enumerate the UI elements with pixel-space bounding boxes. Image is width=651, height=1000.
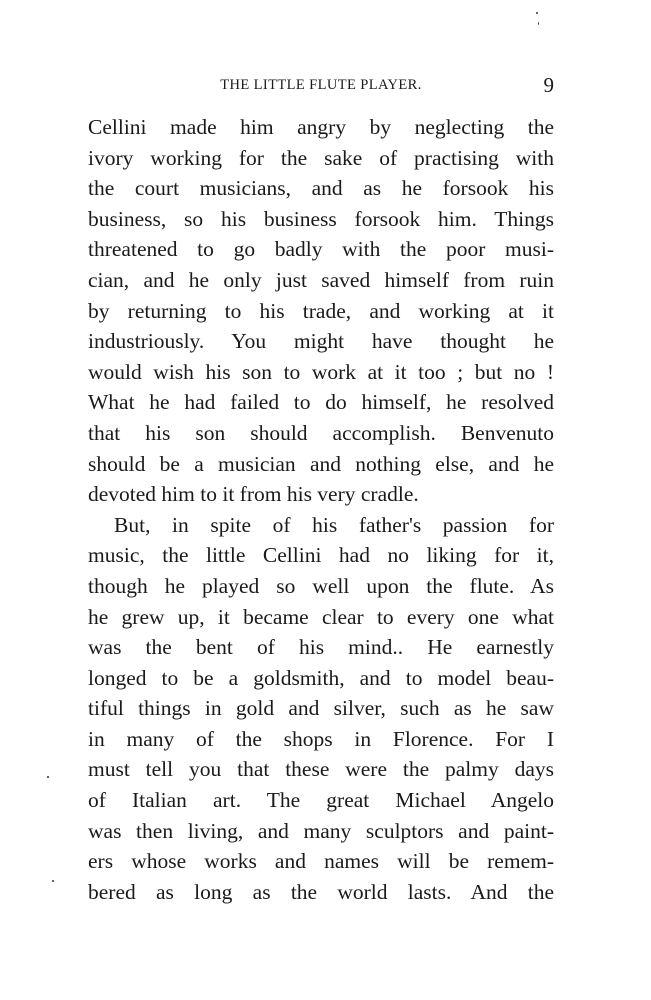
- text-line: was then living, and many sculptors and paint-: [88, 818, 554, 843]
- text-line: music, the little Cellini had no liking for it,: [88, 543, 554, 568]
- text-line: ivory working for the sake of practising with: [88, 145, 554, 170]
- ink-speck: [47, 776, 49, 778]
- text-line: would wish his son to work at it too ; but no !: [88, 359, 554, 384]
- text-line: that his son should accomplish. Benvenuto: [88, 420, 554, 445]
- ink-speck: [538, 22, 539, 25]
- text-line: longed to be a goldsmith, and to model beau-: [88, 665, 554, 690]
- text-line: was the bent of his mind.. He earnestly: [88, 635, 554, 660]
- running-title: THE LITTLE FLUTE PLAYER.: [220, 77, 422, 93]
- ink-speck: [536, 12, 538, 14]
- paragraph-start-line: But, in spite of his father's passion for: [114, 512, 554, 537]
- text-line: of Italian art. The great Michael Angelo: [88, 788, 554, 813]
- text-line: cian, and he only just saved himself from ruin: [88, 267, 554, 292]
- text-line: ers whose works and names will be remem-: [88, 849, 554, 874]
- running-header: [88, 73, 554, 99]
- text-line: tiful things in gold and silver, such as he saw: [88, 696, 554, 721]
- text-line: the court musicians, and as he forsook his: [88, 176, 554, 201]
- paragraph-end-line: devoted him to it from his very cradle.: [88, 482, 419, 507]
- page-number: 9: [543, 73, 554, 97]
- text-line: he grew up, it became clear to every one what: [88, 604, 554, 629]
- text-line: What he had failed to do himself, he resolved: [88, 390, 554, 415]
- body-text: [88, 112, 554, 907]
- text-line: by returning to his trade, and working at it: [88, 298, 554, 323]
- text-line: in many of the shops in Florence. For I: [88, 726, 554, 751]
- text-line: bered as long as the world lasts. And the: [88, 879, 554, 904]
- text-line: threatened to go badly with the poor musi-: [88, 237, 554, 262]
- text-line: should be a musician and nothing else, and he: [88, 451, 554, 476]
- text-line: though he played so well upon the flute. As: [88, 573, 554, 598]
- text-line: Cellini made him angry by neglecting the: [88, 115, 554, 139]
- text-line: must tell you that these were the palmy days: [88, 757, 554, 782]
- ink-speck: [52, 880, 54, 882]
- text-line: business, so his business forsook him. Things: [88, 206, 554, 231]
- text-line: industriously. You might have thought he: [88, 329, 554, 354]
